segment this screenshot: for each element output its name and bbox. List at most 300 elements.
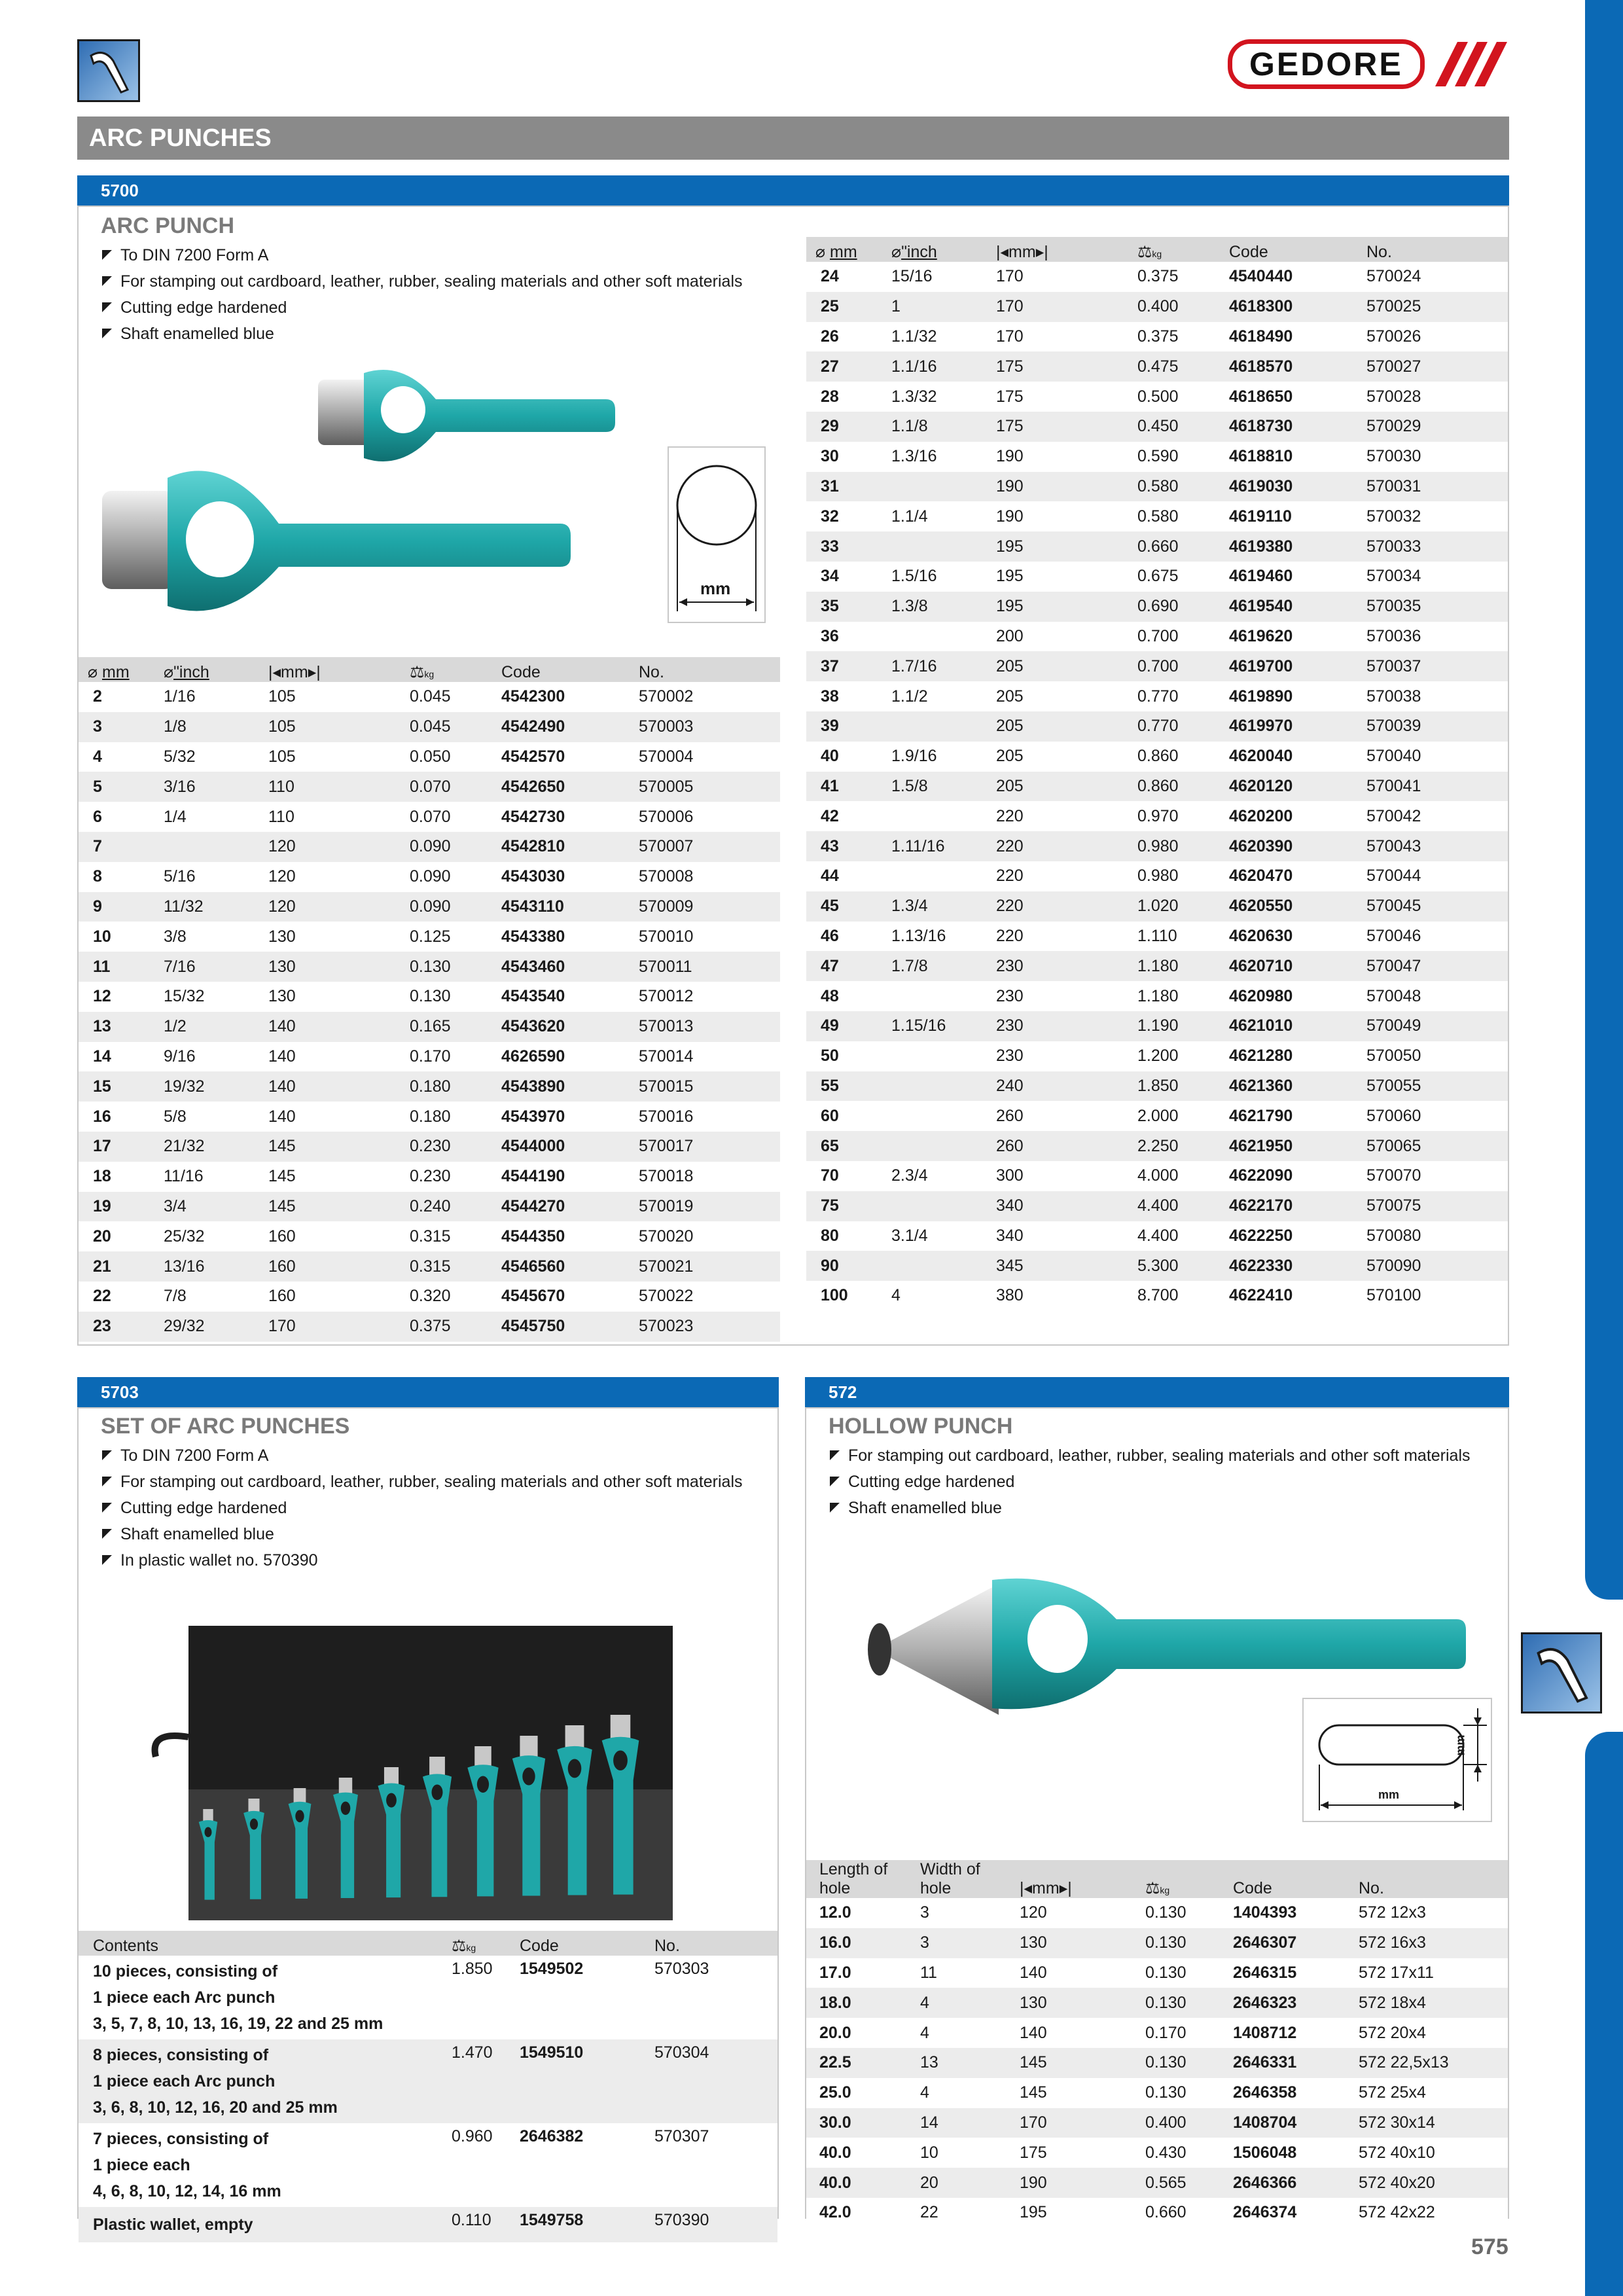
feature-item: Cutting edge hardened <box>829 1469 1496 1495</box>
col-contents: Contents <box>79 1931 442 1956</box>
table-cell: 570070 <box>1357 1161 1508 1191</box>
table-cell: 19 <box>79 1192 154 1222</box>
table-cell: 4 <box>882 1281 987 1311</box>
table-cell: 4619110 <box>1220 501 1357 531</box>
table-row <box>79 832 780 862</box>
table-cell: 340 <box>987 1191 1128 1221</box>
contents-line: 3, 6, 8, 10, 12, 16, 20 and 25 mm <box>93 2098 338 2117</box>
table-row <box>806 501 1508 531</box>
table-cell: 0.700 <box>1128 651 1220 681</box>
table-cell: 15/32 <box>154 982 259 1012</box>
table-cell: 572 22,5x13 <box>1349 2048 1508 2078</box>
table-row <box>806 891 1508 922</box>
table-cell: 3 <box>79 712 154 742</box>
table-cell: 1.1/8 <box>882 412 987 442</box>
table-cell: 572 17x11 <box>1349 1958 1508 1988</box>
table-cell: 4618730 <box>1220 412 1357 442</box>
table-cell: 16.0 <box>806 1928 911 1958</box>
table-cell: 0.230 <box>401 1162 492 1192</box>
col-length: |◂mm▸| <box>259 657 401 682</box>
table-cell: 195 <box>987 562 1128 592</box>
table-cell: 7 <box>79 832 154 862</box>
table-cell: 0.315 <box>401 1221 492 1251</box>
table-cell: 5/8 <box>154 1102 259 1132</box>
table-cell: 4619460 <box>1220 562 1357 592</box>
contents-line: 1 piece each Arc punch <box>93 1988 276 2007</box>
table-cell: 2646374 <box>1224 2198 1349 2228</box>
table-row <box>806 2018 1508 2048</box>
table-cell: 20.0 <box>806 2018 911 2048</box>
table-cell: 4544000 <box>492 1132 630 1162</box>
table-cell: 43 <box>806 831 882 861</box>
table-cell: 5/16 <box>154 862 259 892</box>
table-cell: 1408712 <box>1224 2018 1349 2048</box>
table-cell: 570029 <box>1357 412 1508 442</box>
table-cell: 570033 <box>1357 531 1508 562</box>
section-5700-bar: 5700 <box>77 175 1509 206</box>
table-cell: 1.5/8 <box>882 772 987 802</box>
table-cell: 1.180 <box>1128 951 1220 981</box>
table-cell: 145 <box>1010 2078 1136 2108</box>
table-cell: 170 <box>1010 2108 1136 2138</box>
table-cell: 25/32 <box>154 1221 259 1251</box>
table-cell: 1.5/16 <box>882 562 987 592</box>
table-cell <box>882 1191 987 1221</box>
col-dia-mm: ⌀ mm <box>806 237 882 262</box>
table-cell: 572 42x22 <box>1349 2198 1508 2228</box>
table-cell: 27 <box>806 351 882 382</box>
table-cell: 570090 <box>1357 1251 1508 1281</box>
table-cell: 0.130 <box>1136 1958 1224 1988</box>
table-cell: 220 <box>987 801 1128 831</box>
table-cell: 0.690 <box>1128 592 1220 622</box>
table-cell: 90 <box>806 1251 882 1281</box>
table-row <box>806 831 1508 861</box>
table-cell: 4542730 <box>492 802 630 832</box>
table-cell: 1.200 <box>1128 1041 1220 1071</box>
table-cell: 0.045 <box>401 712 492 742</box>
table-cell <box>882 472 987 502</box>
table-row <box>79 1071 780 1102</box>
table-cell: 22 <box>79 1282 154 1312</box>
col-weight: ⚖kg <box>401 657 492 682</box>
contents-line: 7 pieces, consisting of <box>93 2130 269 2148</box>
table-cell: 4.400 <box>1128 1221 1220 1251</box>
feature-item: For stamping out cardboard, leather, rubber, sealing materials and other soft materials <box>101 1469 768 1495</box>
table-cell: 572 30x14 <box>1349 2108 1508 2138</box>
table-row <box>806 1131 1508 1161</box>
table-cell <box>882 801 987 831</box>
hole-diagram <box>1302 1698 1492 1822</box>
table-cell: 120 <box>1010 1898 1136 1928</box>
table-cell: 570049 <box>1357 1011 1508 1041</box>
table-cell: 570025 <box>1357 292 1508 322</box>
table-cell: 0.090 <box>401 892 492 922</box>
table-cell: 20 <box>911 2168 1010 2198</box>
table-row <box>79 772 780 802</box>
table-cell: 130 <box>259 982 401 1012</box>
table-cell: 18.0 <box>806 1988 911 2018</box>
table-cell: 570043 <box>1357 831 1508 861</box>
section-5703-bar: 5703 <box>77 1377 779 1407</box>
table-cell: 0.050 <box>401 742 492 772</box>
table-cell: 42.0 <box>806 2198 911 2228</box>
table-row <box>806 742 1508 772</box>
table-cell: 570023 <box>630 1312 780 1342</box>
table-cell: 572 12x3 <box>1349 1898 1508 1928</box>
table-cell: 1.13/16 <box>882 922 987 952</box>
table-cell: 0.660 <box>1136 2198 1224 2228</box>
table-cell: 570030 <box>1357 442 1508 472</box>
table-cell: 13 <box>911 2048 1010 2078</box>
table-cell: 2646331 <box>1224 2048 1349 2078</box>
table-cell: 160 <box>259 1282 401 1312</box>
table-cell: 3 <box>911 1898 1010 1928</box>
product-title-5703: SET OF ARC PUNCHES <box>101 1414 350 1439</box>
table-cell: 170 <box>987 292 1128 322</box>
table-cell: 7/16 <box>154 952 259 982</box>
table-cell: 34 <box>806 562 882 592</box>
table-row <box>806 562 1508 592</box>
table-cell: 4619540 <box>1220 592 1357 622</box>
table-cell: 1.3/16 <box>882 442 987 472</box>
table-cell: 572 25x4 <box>1349 2078 1508 2108</box>
table-cell: 17.0 <box>806 1958 911 1988</box>
table-cell: 570002 <box>630 682 780 712</box>
table-cell: 25 <box>806 292 882 322</box>
table-cell: 32 <box>806 501 882 531</box>
weight-scale-icon: ⚖ <box>410 663 425 681</box>
table-cell: 20 <box>79 1221 154 1251</box>
table-cell: 240 <box>987 1071 1128 1102</box>
table-cell: 5/32 <box>154 742 259 772</box>
col-no: No. <box>645 1931 777 1956</box>
table-cell: 0.240 <box>401 1192 492 1222</box>
table-cell: 570047 <box>1357 951 1508 981</box>
table-row <box>79 682 780 712</box>
features-572 <box>829 1443 1496 1521</box>
table-cell: 572 40x20 <box>1349 2168 1508 2198</box>
table-cell: 230 <box>987 1011 1128 1041</box>
table-cell: 4619700 <box>1220 651 1357 681</box>
table-row <box>806 472 1508 502</box>
table-cell: 205 <box>987 681 1128 711</box>
table-row <box>806 681 1508 711</box>
table-cell: 570390 <box>645 2207 777 2242</box>
col-code: Code <box>1220 237 1357 262</box>
table-cell: 570034 <box>1357 562 1508 592</box>
table-cell: 80 <box>806 1221 882 1251</box>
table-cell: 5.300 <box>1128 1251 1220 1281</box>
table-cell: 0.860 <box>1128 742 1220 772</box>
table-cell: 22.5 <box>806 2048 911 2078</box>
table-cell: 2646382 <box>510 2123 645 2207</box>
table-cell: 1506048 <box>1224 2138 1349 2168</box>
weight-scale-icon: ⚖ <box>452 1937 467 1955</box>
table-cell: 190 <box>987 501 1128 531</box>
table-cell: 15 <box>79 1071 154 1102</box>
table-row <box>79 1132 780 1162</box>
table-cell: 570040 <box>1357 742 1508 772</box>
table-cell: 145 <box>259 1162 401 1192</box>
table-row <box>806 801 1508 831</box>
table-cell: 2.000 <box>1128 1101 1220 1131</box>
table-cell: 190 <box>1010 2168 1136 2198</box>
table-cell: 4540440 <box>1220 262 1357 292</box>
table-cell: 0.045 <box>401 682 492 712</box>
table-cell: 570024 <box>1357 262 1508 292</box>
contents-line: Plastic wallet, empty <box>93 2215 253 2234</box>
contents-line: 8 pieces, consisting of <box>93 2046 269 2064</box>
table-row <box>806 292 1508 322</box>
table-cell: 40.0 <box>806 2168 911 2198</box>
col-code: Code <box>510 1931 645 1956</box>
table-cell: 570007 <box>630 832 780 862</box>
table-cell: 46 <box>806 922 882 952</box>
table-cell: 70 <box>806 1161 882 1191</box>
side-pipe-wrench-icon <box>1521 1632 1602 1713</box>
table-cell: 4543030 <box>492 862 630 892</box>
hollow-punch-table <box>806 1860 1508 2228</box>
table-cell: 12.0 <box>806 1898 911 1928</box>
table-cell: 570303 <box>645 1956 777 2039</box>
table-cell: 4618490 <box>1220 322 1357 352</box>
table-cell: 4 <box>911 1988 1010 2018</box>
feature-item: For stamping out cardboard, leather, rubber, sealing materials and other soft materials <box>829 1443 1496 1469</box>
table-cell: 4620040 <box>1220 742 1357 772</box>
col-width-of-hole: Width of hole <box>911 1860 1010 1898</box>
table-cell: 570020 <box>630 1221 780 1251</box>
table-cell: 4618810 <box>1220 442 1357 472</box>
table-cell: 4544190 <box>492 1162 630 1192</box>
table-cell: 570016 <box>630 1102 780 1132</box>
table-cell: 8.700 <box>1128 1281 1220 1311</box>
arc-punch-set-table <box>79 1931 777 2242</box>
table-cell: 28 <box>806 382 882 412</box>
col-dia-inch: ⌀"inch <box>882 237 987 262</box>
table-cell: 130 <box>1010 1928 1136 1958</box>
table-row <box>806 1281 1508 1311</box>
table-cell: 2646358 <box>1224 2078 1349 2108</box>
table-row <box>806 2138 1508 2168</box>
contents-line: 3, 5, 7, 8, 10, 13, 16, 19, 22 and 25 mm <box>93 2015 383 2033</box>
table-row <box>806 1928 1508 1958</box>
table-cell: 570005 <box>630 772 780 802</box>
table-cell: 0.130 <box>1136 2048 1224 2078</box>
table-row <box>79 1102 780 1132</box>
table-cell: 220 <box>987 861 1128 891</box>
table-cell: 570080 <box>1357 1221 1508 1251</box>
table-cell: 2646307 <box>1224 1928 1349 1958</box>
table-cell: 30 <box>806 442 882 472</box>
table-cell: 21/32 <box>154 1132 259 1162</box>
table-cell: 4622090 <box>1220 1161 1357 1191</box>
table-cell: 205 <box>987 711 1128 742</box>
table-cell: 4620710 <box>1220 951 1357 981</box>
table-row <box>806 1221 1508 1251</box>
table-cell: 30.0 <box>806 2108 911 2138</box>
table-cell: 170 <box>987 322 1128 352</box>
table-cell: 4622250 <box>1220 1221 1357 1251</box>
table-cell: 4542490 <box>492 712 630 742</box>
table-cell: 570045 <box>1357 891 1508 922</box>
table-cell: 24 <box>806 262 882 292</box>
col-no: No. <box>1357 237 1508 262</box>
table-cell: 4544350 <box>492 1221 630 1251</box>
table-cell: 175 <box>987 382 1128 412</box>
table-cell: 570060 <box>1357 1101 1508 1131</box>
table-cell: 570019 <box>630 1192 780 1222</box>
contents-cell <box>79 2039 442 2123</box>
table-row <box>806 2078 1508 2108</box>
table-cell: 15/16 <box>882 262 987 292</box>
table-cell: 570009 <box>630 892 780 922</box>
table-cell: 3.1/4 <box>882 1221 987 1251</box>
col-weight: ⚖kg <box>442 1931 510 1956</box>
table-row <box>79 1956 777 2039</box>
table-cell: 300 <box>987 1161 1128 1191</box>
table-cell: 4619890 <box>1220 681 1357 711</box>
table-row <box>79 2123 777 2207</box>
table-row <box>806 622 1508 652</box>
table-row <box>806 2048 1508 2078</box>
table-cell: 230 <box>987 951 1128 981</box>
table-row <box>806 262 1508 292</box>
table-row <box>79 892 780 922</box>
table-cell: 570075 <box>1357 1191 1508 1221</box>
table-cell: 38 <box>806 681 882 711</box>
table-cell: 10 <box>79 922 154 952</box>
table-cell: 140 <box>259 1012 401 1042</box>
table-cell: 4544270 <box>492 1192 630 1222</box>
contents-cell <box>79 2123 442 2207</box>
table-cell: 4542810 <box>492 832 630 862</box>
feature-item: Cutting edge hardened <box>101 295 794 321</box>
table-row <box>806 322 1508 352</box>
table-cell: 205 <box>987 742 1128 772</box>
table-cell: 572 16x3 <box>1349 1928 1508 1958</box>
table-cell: 160 <box>259 1221 401 1251</box>
table-cell <box>882 861 987 891</box>
table-row <box>806 861 1508 891</box>
features-5700 <box>101 242 794 347</box>
table-cell: 380 <box>987 1281 1128 1311</box>
table-cell: 570014 <box>630 1042 780 1072</box>
table-cell: 570035 <box>1357 592 1508 622</box>
table-cell: 120 <box>259 892 401 922</box>
table-cell: 570032 <box>1357 501 1508 531</box>
table-cell: 175 <box>987 351 1128 382</box>
table-cell: 36 <box>806 622 882 652</box>
table-cell: 105 <box>259 712 401 742</box>
table-cell: 570065 <box>1357 1131 1508 1161</box>
table-cell: 1.3/32 <box>882 382 987 412</box>
table-cell: 570048 <box>1357 981 1508 1011</box>
feature-item: In plastic wallet no. 570390 <box>101 1547 768 1573</box>
table-cell: 4619030 <box>1220 472 1357 502</box>
table-row <box>79 712 780 742</box>
table-row <box>79 982 780 1012</box>
table-cell: 4618650 <box>1220 382 1357 412</box>
table-row <box>79 862 780 892</box>
table-cell: 570006 <box>630 802 780 832</box>
table-row <box>79 1251 780 1282</box>
table-cell: 8 <box>79 862 154 892</box>
table-row <box>79 1192 780 1222</box>
table-cell: 4621010 <box>1220 1011 1357 1041</box>
table-cell: 11/16 <box>154 1162 259 1192</box>
table-cell: 44 <box>806 861 882 891</box>
gedore-logo <box>1228 39 1515 89</box>
table-cell: 47 <box>806 951 882 981</box>
table-cell: 4543890 <box>492 1071 630 1102</box>
table-cell: 5 <box>79 772 154 802</box>
table-cell: 340 <box>987 1221 1128 1251</box>
table-cell: 110 <box>259 772 401 802</box>
table-cell: 570042 <box>1357 801 1508 831</box>
table-cell: 2.3/4 <box>882 1161 987 1191</box>
table-cell: 29/32 <box>154 1312 259 1342</box>
table-cell: 570039 <box>1357 711 1508 742</box>
table-cell: 0.375 <box>1128 322 1220 352</box>
table-cell: 1.1/32 <box>882 322 987 352</box>
table-cell <box>882 1041 987 1071</box>
table-cell: 205 <box>987 651 1128 681</box>
table-cell <box>154 832 259 862</box>
table-row <box>79 1012 780 1042</box>
table-cell: 65 <box>806 1131 882 1161</box>
table-cell: 4546560 <box>492 1251 630 1282</box>
table-cell <box>882 981 987 1011</box>
table-cell: 260 <box>987 1101 1128 1131</box>
product-title-5700: ARC PUNCH <box>101 213 234 238</box>
page-title: ARC PUNCHES <box>77 117 1509 160</box>
col-dia-mm: ⌀ mm <box>79 657 154 682</box>
table-row <box>806 442 1508 472</box>
table-cell: 1.1/16 <box>882 351 987 382</box>
contents-line: 10 pieces, consisting of <box>93 1962 278 1981</box>
table-cell: 160 <box>259 1251 401 1282</box>
table-cell: 4620390 <box>1220 831 1357 861</box>
table-cell: 120 <box>259 832 401 862</box>
table-row <box>806 1958 1508 1988</box>
table-cell: 4.000 <box>1128 1161 1220 1191</box>
table-cell: 4545750 <box>492 1312 630 1342</box>
side-tab-lower <box>1585 1732 1623 2296</box>
table-cell: 570307 <box>645 2123 777 2207</box>
table-row <box>806 1161 1508 1191</box>
table-cell: 345 <box>987 1251 1128 1281</box>
table-cell: 4626590 <box>492 1042 630 1072</box>
table-cell: 33 <box>806 531 882 562</box>
table-cell: 0.970 <box>1128 801 1220 831</box>
table-cell: 570050 <box>1357 1041 1508 1071</box>
table-cell: 0.400 <box>1136 2108 1224 2138</box>
table-cell: 195 <box>987 592 1128 622</box>
table-cell: 9 <box>79 892 154 922</box>
table-row <box>806 1191 1508 1221</box>
table-cell: 4622410 <box>1220 1281 1357 1311</box>
table-cell: 4620550 <box>1220 891 1357 922</box>
table-cell: 570038 <box>1357 681 1508 711</box>
table-cell: 3 <box>911 1928 1010 1958</box>
table-row <box>79 1042 780 1072</box>
feature-item: Shaft enamelled blue <box>829 1495 1496 1521</box>
table-cell: 4542570 <box>492 742 630 772</box>
table-cell: 40.0 <box>806 2138 911 2168</box>
table-cell: 0.130 <box>1136 1988 1224 2018</box>
table-row <box>79 802 780 832</box>
